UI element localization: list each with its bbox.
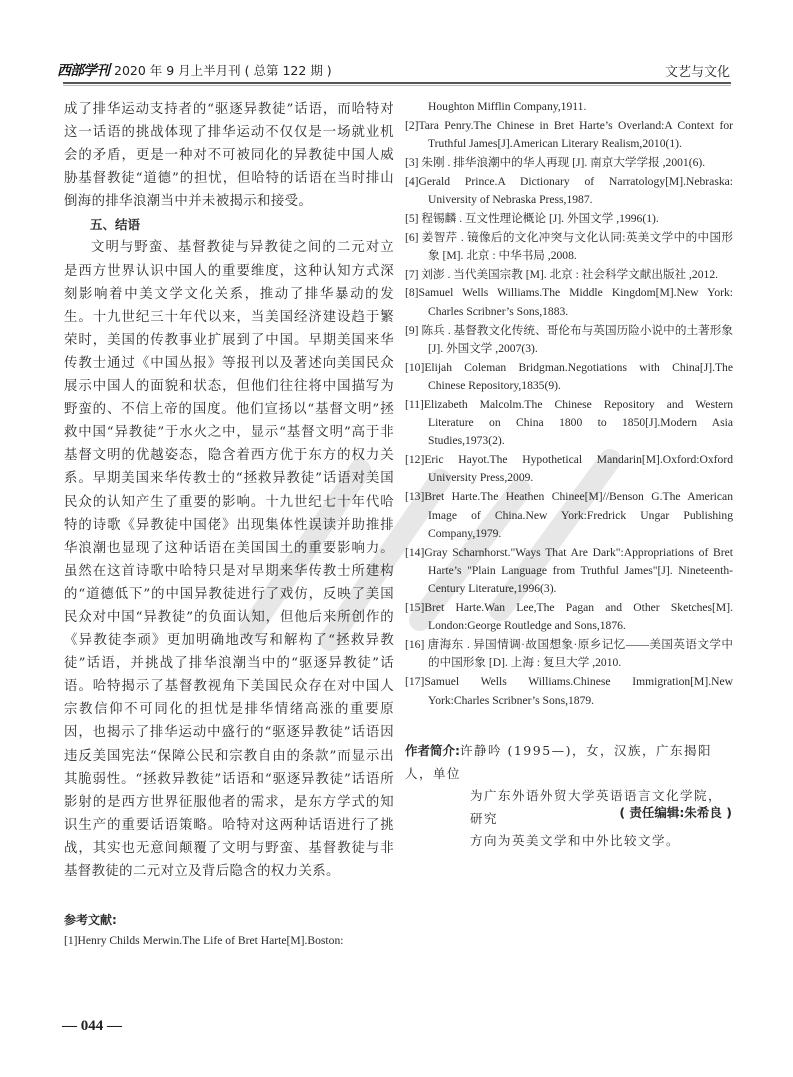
author-bio-label: 作者简介: <box>405 743 460 758</box>
reference-item: [16] 唐海东 . 异国情调·故国想象·原乡记忆——美国英语文学中的中国形象 [D]. 上海 : 复旦大学 ,2010. <box>405 638 733 670</box>
reference-item: [15]Bret Harte.Wan Lee,The Pagan and Other Sketches[M]. London:George Routledge and Sons,1876. <box>405 601 733 633</box>
author-bio-text: 方向为英美文学和中外比较文学。 <box>470 833 681 848</box>
reference-item: [9] 陈兵 . 基督教文化传统、哥伦布与英国历险小说中的土著形象 [J]. 外国文学 ,2007(3). <box>405 323 733 355</box>
header-rule-thin <box>63 85 731 86</box>
reference-item-continued: Houghton Mifflin Company,1911. <box>428 100 587 113</box>
header-rule <box>63 82 731 84</box>
reference-item: [14]Gray Scharnhorst."Ways That Are Dark":Appropriations of Bret Harte’s "Plain Language from Truthful James"[J]. Nineteenth-Century Literature,1996(3). <box>405 545 733 596</box>
paragraph: 成了排华运动支持者的“驱逐异教徒”话语，而哈特对这一话语的挑战体现了排华运动不仅仅是一场就业机会的矛盾，更是一种对不可被同化的异教徒中国人威胁基督教徒“道德”的担忧，但哈特的话语在当时排山倒海的排华浪潮当中并未被揭示和接受。 <box>64 102 394 210</box>
paragraph: 文明与野蛮、基督教徒与异教徒之间的二元对立是西方世界认识中国人的重要维度，这种认知方式深刻影响着中美文学文化关系，推动了排华暴动的发生。十九世纪三十年代以来，当美国经济建设趋于繁荣时，美国的传教事业扩展到了中国。早期美国来华传教士通过《中国丛报》等报刊以及著述向美国民众展示中国人的面貌和状态，但他们往往将中国描写为野蛮的、不信上帝的国度。他们宣扬以“基督文明”拯救中国“异教徒”于水火之中，显示“基督文明”高于非基督文明的优越姿态，隐含着西方优于东方的权力关系。早期美国来华传教士的“拯救异教徒”话语对美国民众的认知产生了重要的影响。十九世纪七十年代哈特的诗歌《异教徒中国佬》出现集体性误读并助推排华浪潮也显现了这种话语在美国国土的重要影响力。虽然在这首诗歌中哈特只是对早期来华传教士所建构的“道德低下”的中国异教徒进行了戏仿，反映了美国民众对中国“异教徒”的负面认知，但他后来所创作的《异教徒李顽》更加明确地改写和解构了“拯救异教徒”话语，并挑战了排华浪潮当中的“驱逐异教徒”话语。哈特揭示了基督教视角下美国民众存在对中国人宗教信仰不可同化的担忧是排华情绪高涨的重要原因，也揭示了排华运动中盛行的“驱逐异教徒”话语因违反美国宪法“保障公民和宗教自由的条款”而显示出其脆弱性。“拯救异教徒”话语和“驱逐异教徒”话语所影射的是西方世界征服他者的需求，是东方学式的知识生产的重要话语策略。哈特对这两种话语进行了挑战，其实也无意间颠覆了文明与野蛮、基督教徒与非基督教徒的二元对立及背后隐含的权力关系。 <box>64 240 394 879</box>
author-bio <box>405 740 735 853</box>
author-bio-text: 许静吟 (1995—)，女，汉族，广东揭阳人，单位 <box>405 743 713 781</box>
reference-item: [5] 程锡麟 . 互文性理论概论 [J]. 外国文学 ,1996(1). <box>405 211 659 225</box>
reference-item: [1]Henry Childs Merwin.The Life of Bret Harte[M].Boston: <box>64 934 344 948</box>
right-column <box>405 98 733 710</box>
left-column <box>64 98 394 951</box>
reference-item: [7] 刘澎 . 当代美国宗教 [M]. 北京 : 社会科学文献出版社 ,2012. <box>405 267 719 281</box>
reference-item: [8]Samuel Wells Williams.The Middle Kingdom[M].New York: Charles Scribner’s Sons,1883. <box>405 286 733 318</box>
issue-info: 2020 年 9 月上半月刊 ( 总第 122 期 ) <box>114 63 332 78</box>
reference-item: [4]Gerald Prince.A Dictionary of Narratology[M].Nebraska: University of Nebraska Press,1987. <box>405 174 733 206</box>
reference-item: [11]Elizabeth Malcolm.The Chinese Repository and Western Literature on China 1800 to 1850[J].Modern Asia Studies,1973(2). <box>405 397 733 448</box>
reference-item: [10]Elijah Coleman Bridgman.Negotiations with China[J].The Chinese Repository,1835(9). <box>405 360 733 392</box>
page-number: — 044 — <box>62 1018 122 1034</box>
reference-item: [3] 朱刚 . 排华浪潮中的华人再现 [J]. 南京大学学报 ,2001(6). <box>405 155 706 169</box>
section-name: 文艺与文化 <box>664 65 730 80</box>
reference-item: [12]Eric Hayot.The Hypothetical Mandarin[M].Oxford:Oxford University Press,2009. <box>405 453 733 485</box>
responsible-editor: ( 责任编辑:朱希良 ) <box>619 805 732 820</box>
reference-item: [6] 姜智芹 . 镜像后的文化冲突与文化认同:英美文学中的中国形象 [M]. 北京 : 中华书局 ,2008. <box>405 230 733 262</box>
reference-item: [13]Bret Harte.The Heathen Chinee[M]//Benson G.The American Image of China.New York:Fredrick Ungar Publishing Company,1979. <box>405 490 733 540</box>
references-heading: 参考文献: <box>64 913 117 928</box>
page-header <box>57 60 730 80</box>
reference-item: [2]Tara Penry.The Chinese in Bret Harte’s Overland:A Context for Truthful James[J].American Literary Realism,2010(1). <box>405 118 733 151</box>
author-bio-text: 为广东外语外贸大学英语语言文化学院，研究 <box>470 788 723 826</box>
journal-logo: 西部学刊 <box>57 63 109 79</box>
reference-item: [17]Samuel Wells Williams.Chinese Immigration[M].New York:Charles Scribner’s Sons,1879. <box>405 675 733 707</box>
section-title: 五、结语 <box>90 217 141 233</box>
